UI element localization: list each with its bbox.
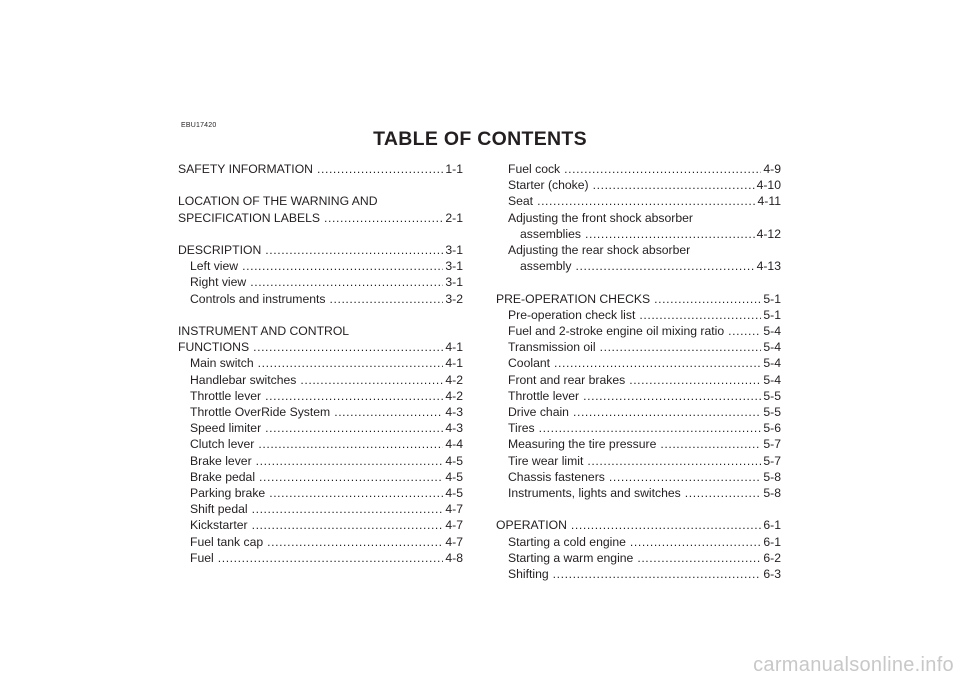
toc-page-number: 3-1 [445,259,463,274]
toc-entry-label: Starter (choke) [508,178,589,193]
toc-subentry[interactable] [496,372,781,388]
toc-page-number: 4-8 [445,550,463,565]
toc-subentry-line: Adjusting the front shock absorber [508,210,693,225]
toc-subentry[interactable] [178,517,463,533]
toc-page-number: 4-10 [756,178,781,193]
toc-page-number: 5-8 [763,469,781,484]
toc-entry-label: Throttle lever [508,388,580,403]
dot-leader [267,534,443,550]
toc-page-number: 4-1 [445,340,463,355]
toc-entry-label: Main switch [190,356,254,371]
toc-left-column [178,161,463,566]
dot-leader [269,485,443,501]
toc-subentry[interactable] [178,291,463,307]
toc-subentry[interactable] [178,469,463,485]
toc-entry-label: Tire wear limit [508,453,584,468]
toc-page-number: 4-9 [763,162,781,176]
toc-entry-label: Fuel cock [508,162,561,176]
dot-leader [639,307,761,323]
toc-subentry[interactable] [496,258,781,274]
section-gap [178,177,463,193]
toc-page-number: 4-4 [445,437,463,452]
toc-entry-label: Left view [190,259,239,274]
dot-leader [593,177,755,193]
toc-page-number: 3-1 [445,275,463,290]
toc-page-number: 5-1 [763,291,781,306]
toc-entry-label: Pre-operation check list [508,307,636,322]
toc-page-number: 5-5 [763,405,781,420]
toc-page-number: 6-2 [763,550,781,565]
toc-entry-label: Speed limiter [190,421,262,436]
toc-page-number: 6-3 [763,567,781,582]
toc-section-entry[interactable] [178,242,463,258]
toc-section-entry[interactable] [496,291,781,307]
toc-subentry[interactable] [496,388,781,404]
toc-page-number: 4-5 [445,469,463,484]
toc-subentry[interactable] [496,436,781,452]
dot-leader [685,485,762,501]
dot-leader [609,469,762,485]
toc-entry-label: Starting a cold engine [508,534,626,549]
toc-subentry[interactable] [496,566,781,582]
dot-leader [334,404,443,420]
document-code: EBU17420 [181,122,217,129]
section-gap [496,501,781,517]
toc-section-entry[interactable] [178,161,463,177]
toc-page-number: 4-7 [445,518,463,533]
toc-subentry[interactable] [496,420,781,436]
toc-subentry[interactable] [496,226,781,242]
section-gap [178,307,463,323]
toc-entry-label: Seat [508,194,534,209]
dot-leader [571,517,762,533]
toc-page-number: 4-5 [445,453,463,468]
toc-entry-label: Coolant [508,356,551,371]
dot-leader [253,339,443,355]
toc-subentry[interactable] [178,534,463,550]
toc-page-number: 5-8 [763,486,781,501]
toc-subentry[interactable] [496,339,781,355]
dot-leader [259,469,443,485]
dot-leader [573,404,761,420]
toc-page-number: 5-7 [763,453,781,468]
dot-leader [553,566,762,582]
dot-leader [265,388,443,404]
toc-entry-label: assembly [520,259,572,274]
toc-page-number: 5-4 [763,340,781,355]
dot-leader [300,372,443,388]
toc-subentry[interactable] [178,550,463,566]
dot-leader [258,436,443,452]
toc-right-column [496,161,781,582]
toc-page-number: 4-13 [756,259,781,274]
toc-page-number: 5-1 [763,307,781,322]
dot-leader [256,453,444,469]
dot-leader [539,420,762,436]
dot-leader [583,388,761,404]
dot-leader [575,258,754,274]
toc-page-number: 4-11 [757,194,781,209]
dot-leader [600,339,762,355]
toc-page-number: 4-12 [756,226,781,241]
dot-leader [585,226,755,242]
toc-entry-label: OPERATION [496,518,567,533]
toc-page-number: 4-3 [445,405,463,419]
toc-entry-label: Shifting [508,567,549,582]
dot-leader [265,420,443,436]
dot-leader [587,453,761,469]
toc-entry-label: Brake pedal [190,469,256,484]
toc-entry-label: Right view [190,275,247,290]
toc-page-number: 4-7 [445,534,463,549]
toc-subentry[interactable] [178,388,463,404]
dot-leader [660,436,761,452]
toc-page-number: 6-1 [763,534,781,549]
toc-subentry[interactable] [178,274,463,290]
toc-page-number: 2-1 [445,210,463,225]
toc-entry-label: Fuel tank cap [190,534,264,549]
toc-entry-label: Throttle lever [190,388,262,403]
toc-entry-label: Kickstarter [190,518,248,533]
watermark: carmanualsonline.info [753,654,954,676]
toc-entry-label: Shift pedal [190,502,248,517]
toc-entry-label: assemblies [520,226,581,241]
toc-subentry[interactable] [178,420,463,436]
toc-section-entry[interactable] [178,339,463,355]
toc-entry-label: Brake lever [190,453,252,468]
toc-entry-label: Controls and instruments [190,291,326,306]
toc-subentry[interactable] [178,453,463,469]
dot-leader [630,534,761,550]
toc-subentry[interactable] [496,469,781,485]
toc-section-heading-line: LOCATION OF THE WARNING AND [178,194,378,209]
toc-entry-label: SAFETY INFORMATION [178,162,313,176]
toc-subentry[interactable] [496,485,781,501]
dot-leader [242,258,443,274]
dot-leader [258,355,444,371]
toc-subentry[interactable] [496,453,781,469]
toc-page-number: 3-1 [445,242,463,257]
toc-entry-label: Clutch lever [190,437,255,452]
toc-page-number: 1-1 [445,162,463,176]
toc-section-entry[interactable] [496,517,781,533]
toc-subentry[interactable] [178,355,463,371]
toc-entry-label: Fuel [190,550,214,565]
toc-subentry[interactable] [178,485,463,501]
toc-page-number: 4-2 [445,388,463,403]
toc-entry-label: Tires [508,421,535,436]
toc-page-number: 4-2 [445,372,463,387]
toc-entry-label: Front and rear brakes [508,372,626,387]
toc-entry-label: Drive chain [508,405,569,420]
dot-leader [654,291,761,307]
toc-entry-label: Transmission oil [508,340,596,355]
toc-subentry[interactable] [178,501,463,517]
toc-entry-label: SPECIFICATION LABELS [178,210,321,225]
toc-section-heading-line: INSTRUMENT AND CONTROL [178,323,350,338]
toc-subentry[interactable] [496,404,781,420]
toc-subentry[interactable] [496,161,781,177]
toc-subentry-line: Adjusting the rear shock absorber [508,243,691,258]
toc-subentry[interactable] [496,323,781,339]
dot-leader [554,355,761,371]
toc-entry-label: Throttle OverRide System [190,405,331,419]
toc-entry-label: Fuel and 2-stroke engine oil mixing ratio [508,324,725,339]
toc-subentry[interactable] [496,193,781,209]
toc-subentry[interactable] [178,436,463,452]
dot-leader [537,193,755,209]
toc-page-number: 3-2 [445,291,463,306]
toc-page-number: 6-1 [763,518,781,533]
dot-leader [317,161,443,177]
toc-subentry[interactable] [496,355,781,371]
toc-entry-label: DESCRIPTION [178,242,262,257]
toc-entry-label: Parking brake [190,486,266,501]
toc-subentry[interactable] [496,534,781,550]
toc-page-number: 5-4 [763,372,781,387]
toc-section-entry[interactable] [178,210,463,226]
toc-entry-label: PRE-OPERATION CHECKS [496,291,651,306]
toc-page-number: 5-7 [763,437,781,452]
toc-subentry[interactable] [178,372,463,388]
toc-entry-label: Starting a warm engine [508,550,634,565]
dot-leader [329,291,443,307]
toc-subentry[interactable] [496,307,781,323]
dot-leader [629,372,761,388]
toc-page-number: 4-7 [445,502,463,517]
dot-leader [324,210,443,226]
dot-leader [218,550,444,566]
toc-page-number: 4-1 [445,356,463,371]
page-title: TABLE OF CONTENTS [373,128,587,150]
section-gap [178,226,463,242]
toc-page-number: 4-5 [445,486,463,501]
dot-leader [252,517,444,533]
toc-subentry[interactable] [178,404,463,420]
toc-subentry[interactable] [496,550,781,566]
toc-page-number: 5-4 [763,356,781,371]
dot-leader [564,161,761,177]
toc-page-number: 5-5 [763,388,781,403]
toc-subentry[interactable] [178,258,463,274]
toc-page-number: 5-6 [763,421,781,436]
dot-leader [265,242,443,258]
section-gap [496,274,781,290]
toc-entry-label: Instruments, lights and switches [508,486,681,501]
toc-subentry[interactable] [496,177,781,193]
toc-entry-label: FUNCTIONS [178,340,250,355]
toc-page-number: 5-4 [763,324,781,339]
dot-leader [252,501,444,517]
dot-leader [728,323,761,339]
toc-page-number: 4-3 [445,421,463,436]
toc-entry-label: Handlebar switches [190,372,297,387]
toc-entry-label: Measuring the tire pressure [508,437,657,452]
dot-leader [250,274,443,290]
toc-entry-label: Chassis fasteners [508,469,605,484]
dot-leader [637,550,761,566]
